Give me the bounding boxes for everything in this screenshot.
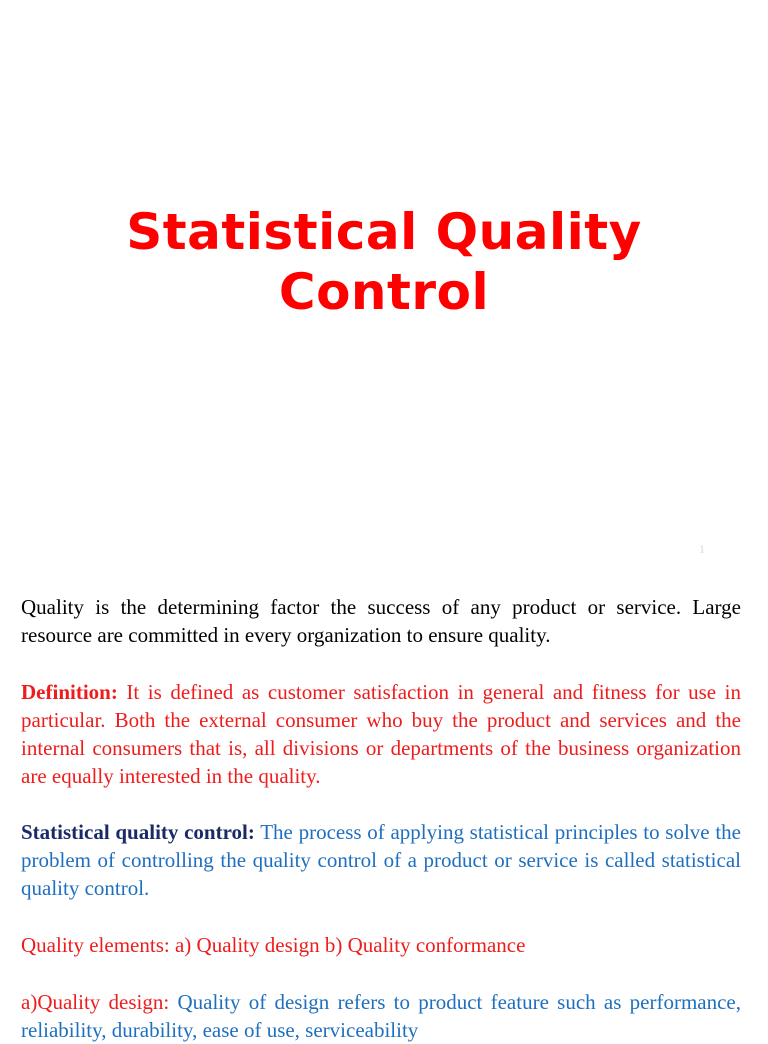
definition-text: It is defined as customer satisfaction in general and fitness for use in particular. Both the external consumer who buy the product and services and the internal consumers that is, all divisions or departments of the business organization are equally interested in the quality. <box>21 680 741 788</box>
slide-title-line-1: Statistical Quality <box>126 202 642 261</box>
sqc-text: The process of applying statistical principles to solve the problem of controlling the quality control of a product or service is called statistical quality control. <box>21 820 741 900</box>
quality-elements-paragraph: Quality elements: a) Quality design b) Quality conformance <box>21 933 526 957</box>
quality-design-label: a)Quality design: <box>21 990 170 1014</box>
definition-label: Definition: <box>21 680 118 704</box>
sqc-paragraph <box>21 818 741 902</box>
definition-paragraph <box>21 678 741 790</box>
quality-design-text: Quality of design refers to product feature such as performance, reliability, durability, ease of use, serviceability <box>21 990 741 1042</box>
sqc-label: Statistical quality control: <box>21 820 255 844</box>
quality-design-paragraph <box>21 988 741 1044</box>
slide-title-line-2: Control <box>278 262 490 321</box>
slide-number: 1 <box>699 542 705 556</box>
intro-paragraph: Quality is the determining factor the success of any product or service. Large resource are committed in every organization to ensure quality. <box>21 595 741 647</box>
slide-title <box>0 202 768 322</box>
content-slide <box>0 570 768 1042</box>
